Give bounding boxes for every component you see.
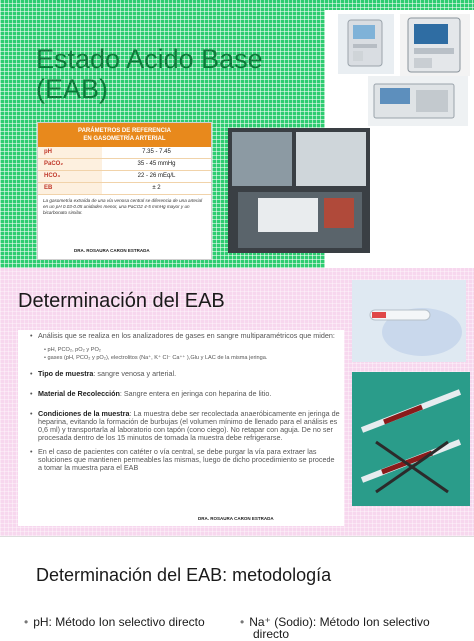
slide3-title: Determinación del EAB: metodología <box>36 565 332 585</box>
analyzer-photo-1 <box>338 14 394 74</box>
bullet-body: : sangre venosa y arterial. <box>93 369 177 378</box>
bullet-label: Condiciones de la muestra <box>38 409 130 418</box>
table-note: La gasometría extraída de una vía venosa central se diferencia de una arterial en un pH 0.03-0.05 unidades menor, una PaCO2 4-5 mmHg mayor y un bicarbonato similar. <box>43 198 203 215</box>
author-credit: DRA. ROSAURA CARON ESTRADA <box>74 248 150 253</box>
sub-bullet-text: gases (pH, PCO₂ y pO₂), electrolitos (Na⁺, K⁺ Cl⁻ Ca⁺⁺ ),Glu y LAC de la misma jeringa. <box>47 355 268 361</box>
param-value: 7.35 - 7.45 <box>142 149 171 155</box>
bullet-item <box>30 448 340 472</box>
author-credit: DRA. ROSAURA CARON ESTRADA <box>198 516 274 521</box>
slide-estado-acido-base <box>0 0 474 268</box>
analyzer-photo-2 <box>400 14 470 76</box>
analyzer-bench-icon <box>368 76 468 126</box>
bullet-item <box>30 370 340 378</box>
table-header-line-2: EN GASOMETRÍA ARTERIAL <box>83 136 166 142</box>
bullet-mark: • <box>30 389 33 398</box>
bullet-text <box>38 410 340 442</box>
bullet-mark: • <box>30 331 33 340</box>
bullet-mark: • <box>240 615 245 629</box>
method-text-cont: directo <box>253 627 290 641</box>
bullet-label: Material de Recolección <box>38 389 120 398</box>
bullet-mark: • <box>24 615 29 629</box>
table-header <box>38 123 211 147</box>
bullet-label: Tipo de muestra <box>38 369 94 378</box>
slide-metodologia <box>0 536 474 641</box>
reference-parameters-table <box>37 122 212 260</box>
bullet-text <box>38 390 271 398</box>
gloved-hand-photo <box>352 280 466 362</box>
method-item <box>240 616 430 640</box>
sub-bullet-text: pH, PCO₂, pO₂ y PO₂ <box>47 347 101 353</box>
bullet-text: Análisis que se realiza en los analizadores de gases en sangre multiparamétricos que miden: <box>38 331 335 340</box>
bullet-mark: • <box>30 447 33 456</box>
param-name: pH <box>38 147 102 158</box>
slide1-title <box>36 44 263 104</box>
syringes-photo <box>352 372 470 506</box>
bullet-item <box>30 390 340 398</box>
table-row <box>38 171 211 183</box>
sub-bullet: • gases (pH, PCO₂ y pO₂), electrolitos (Na⁺, K⁺ Cl⁻ Ca⁺⁺ ),Glu y LAC de la misma jeringa. <box>44 355 268 361</box>
table-row <box>38 159 211 171</box>
method-text: pH: Método Ion selectivo directo <box>33 615 205 629</box>
bullet-mark: • <box>30 409 33 418</box>
table-row <box>38 183 211 195</box>
bullet-text: En el caso de pacientes con catéter o vía central, se debe purgar la vía para extraer las soluciones que mantienen permeables las mismas, luego de dicho procedimiento se procede a tomar la muestra para el EAB <box>38 447 335 472</box>
title-line-1: Estado Acido Base <box>36 44 263 74</box>
analyzer-photo-3 <box>368 76 468 126</box>
bullet-body: : Sangre entera en jeringa con heparina de litio. <box>119 389 272 398</box>
param-value: 22 - 26 mEq/L <box>137 173 176 179</box>
cartridge-compartment-icon <box>228 128 370 253</box>
param-name: EB <box>38 183 102 194</box>
syringes-icon <box>352 372 470 506</box>
content-bullets <box>30 332 340 478</box>
table-row <box>38 147 211 159</box>
method-item <box>24 616 205 628</box>
lab-analyzer-icon <box>400 14 470 76</box>
blood-gas-analyzer-icon <box>338 14 394 74</box>
analyzer-cartridge-photo <box>228 128 370 253</box>
bullet-item <box>30 410 340 442</box>
param-name: HCO₃ <box>38 171 102 182</box>
param-value: 35 - 45 mmHg <box>137 161 176 167</box>
bullet-item <box>30 332 340 340</box>
slide-determinacion-eab <box>0 268 474 536</box>
bullet-mark: • <box>30 369 33 378</box>
sub-bullet: • pH, PCO₂, pO₂ y PO₂ <box>44 347 101 353</box>
gloved-hand-tube-icon <box>352 280 466 362</box>
bullet-body: : La muestra debe ser recolectada anaeróbicamente en jeringa de heparina, evitando la formación de burbujas (el volumen mínimo de llenado para el análisis es 0,6 ml) y transportarla al laboratorio con tapón (cono ciego). No retapar con aguja. De no ser procesada dentro de los 15 minutos de tomada la muestra debe refrigerarse. <box>38 409 340 442</box>
bullet-text <box>38 370 176 378</box>
param-value: ± 2 <box>152 185 161 191</box>
slide2-title: Determinación del EAB <box>18 290 225 312</box>
param-name: PaCO₂ <box>38 159 102 170</box>
table-header-line-1: PARÁMETROS DE REFERENCIA <box>78 128 171 134</box>
method-text: Na⁺ (Sodio): Método Ion selectivo <box>249 615 430 629</box>
title-line-2: (EAB) <box>36 74 109 104</box>
